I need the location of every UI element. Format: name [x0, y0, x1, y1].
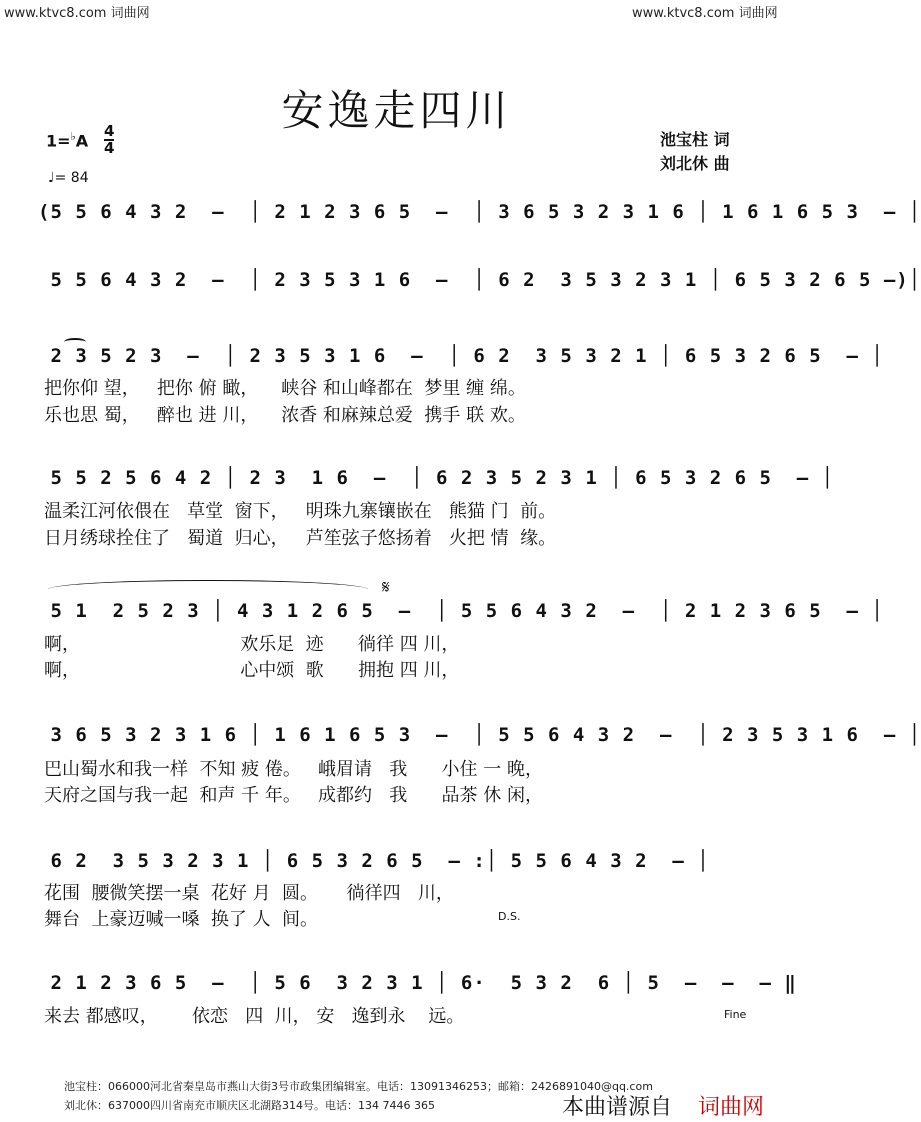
footer-contact-composer: 刘北休：637000四川省南充市顺庆区北湖路314号。电话：134 7446 365: [64, 1099, 435, 1112]
tempo-marking: ♩= 84: [48, 170, 89, 186]
key-prefix: 1=: [46, 131, 71, 151]
lyric-line: 啊， 欢乐足 迹 徜徉 四 川，: [44, 634, 460, 655]
footer-contact-lyricist: 池宝柱：066000河北省秦皇岛市燕山大街3号市政集团编辑室。电话：13091346253；邮箱：2426891040@qq.com: [64, 1080, 653, 1093]
key-note: A: [75, 131, 89, 151]
fine-marking: Fine: [724, 1008, 747, 1021]
lyric-line: 巴山蜀水和我一样 不知 疲 倦。 峨眉请 我 小住 一 晚，: [44, 759, 543, 780]
lyric-line: 日月绣球拴住了 蜀道 归心， 芦笙弦子悠扬着 火把 情 缘。: [44, 528, 557, 549]
watermark-right: www.ktvc8.com 词曲网: [632, 6, 778, 21]
notation-line: 2 1 2 3 6 5 – │ 5 6 3 2 3 1 │ 6· 5 3 2 6 │ 5 – – – ‖: [38, 972, 797, 994]
song-title: 安逸走四川: [281, 86, 512, 135]
ds-marking: D.S.: [498, 910, 521, 923]
lyric-line: 来去 都感叹， 依恋 四 川， 安 逸到永 远。: [44, 1006, 465, 1027]
lyric-line: 花围 腰微笑摆一桌 花好 月 圆。 徜徉四 川，: [44, 883, 454, 904]
lyric-line: 温柔江河依偎在 草堂 窗下， 明珠九寨镶嵌在 熊猫 门 前。: [44, 501, 557, 522]
notation-line: (5 5 6 4 3 2 – │ 2 1 2 3 6 5 – │ 3 6 5 3 2 3 1 6 │ 1 6 1 6 5 3 – │: [38, 201, 921, 223]
brand-source-label: 本曲谱源自: [562, 1095, 673, 1120]
lyricist: 池宝柱 词: [660, 130, 730, 149]
brand-logo-text: 词曲网: [698, 1095, 765, 1120]
watermark-left: www.ktvc8.com 词曲网: [4, 6, 150, 21]
slur: [48, 580, 368, 599]
credits: [660, 128, 730, 176]
lyric-line: 天府之国与我一起 和声 千 年。 成都约 我 品茶 休 闲，: [44, 785, 543, 806]
lyric-line: 舞台 上豪迈喊一嗓 换了 人 间。: [44, 909, 319, 930]
time-signature-top: 4: [104, 122, 115, 140]
time-signature: [104, 124, 114, 156]
notation-line: 5 5 6 4 3 2 – │ 2 3 5 3 1 6 – │ 6 2 3 5 3 2 3 1 │ 6 5 3 2 6 5 –)│: [38, 269, 921, 291]
notation-line: 3 6 5 3 2 3 1 6 │ 1 6 1 6 5 3 – │ 5 5 6 4 3 2 – │ 2 3 5 3 1 6 – │: [38, 724, 921, 746]
notation-line: 5 5 2 5 6 4 2 │ 2 3 1 6 – │ 6 2 3 5 2 3 1 │ 6 5 3 2 6 5 – │: [38, 467, 835, 489]
notation-line: 2 3 5 2 3 – │ 2 3 5 3 1 6 – │ 6 2 3 5 3 2 1 │ 6 5 3 2 6 5 – │: [38, 345, 884, 367]
notation-line: 5 1 2 5 2 3 │ 4 3 1 2 6 5 – │ 5 5 6 4 3 2 – │ 2 1 2 3 6 5 – │: [38, 600, 884, 622]
composer: 刘北休 曲: [660, 154, 730, 173]
lyric-line: 乐也思 蜀， 醉也 进 川， 浓香 和麻辣总爱 携手 联 欢。: [44, 405, 526, 426]
segno-sign: 𝄋: [382, 577, 390, 598]
lyric-line: 啊， 心中颂 歌 拥抱 四 川，: [44, 660, 460, 681]
flat-symbol: ♭: [70, 130, 76, 143]
notation-line: 6 2 3 5 3 2 3 1 │ 6 5 3 2 6 5 – :│ 5 5 6 4 3 2 – │: [38, 850, 710, 872]
lyric-line: 把你仰 望， 把你 俯 瞰， 峡谷 和山峰都在 梦里 缠 绵。: [44, 378, 526, 399]
time-signature-bottom: 4: [104, 139, 115, 157]
key-signature: [46, 130, 88, 150]
